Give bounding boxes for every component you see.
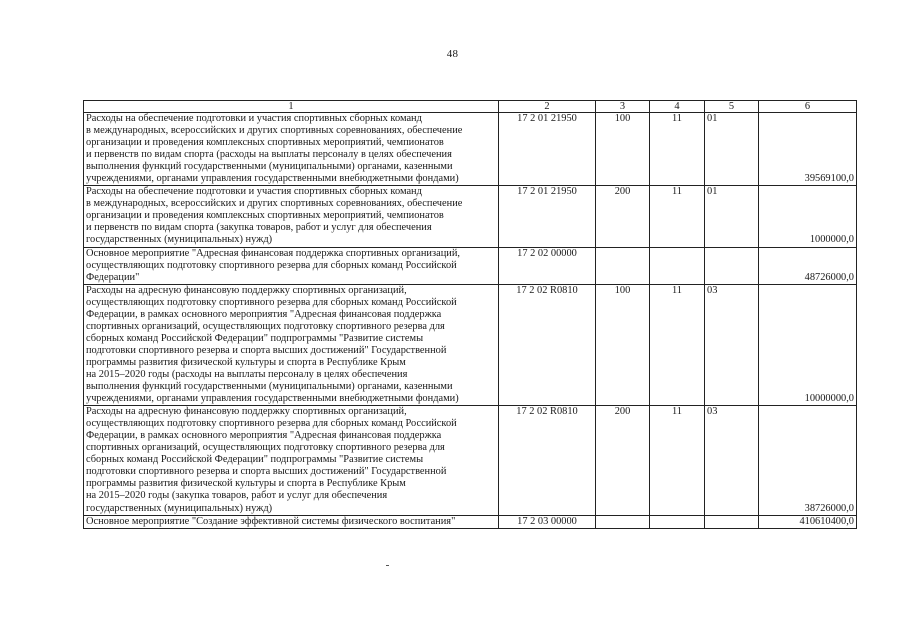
description-line: сборных команд Российской Федерации" подпрограммы "Развитие системы: [86, 454, 424, 466]
table-row: [84, 515, 857, 528]
row-target-code: 17 2 01 21950: [499, 186, 596, 247]
column-header: 1: [84, 101, 499, 113]
description-line: Основное мероприятие "Адресная финансовая поддержка спортивных организаций,: [86, 247, 460, 259]
row-section: 11: [650, 186, 705, 247]
description-line: Федерации, в рамках основного мероприятия "Адресная финансовая поддержка: [86, 308, 442, 320]
row-subsection: [705, 247, 759, 284]
row-amount: 1000000,0: [759, 186, 857, 247]
row-subsection: 01: [705, 186, 759, 247]
description-line: в международных, всероссийских и других спортивных соревнованиях, обеспечение: [86, 125, 463, 137]
table-row: [84, 186, 857, 247]
row-expense-type: 100: [596, 113, 650, 186]
row-amount: 410610400,0: [759, 515, 857, 528]
description-line: подготовки спортивного резерва и спорта высших достижений" Государственной: [86, 466, 447, 478]
row-description: [84, 247, 499, 284]
description-line: подготовки спортивного резерва и спорта высших достижений" Государственной: [86, 344, 447, 356]
table-row: [84, 406, 857, 515]
description-line: выполнения функций государственными (муниципальными) органами, казенными: [86, 381, 453, 393]
column-header: 2: [499, 101, 596, 113]
row-section: 11: [650, 406, 705, 515]
description-line: осуществляющих подготовку спортивного резерва для сборных команд Российской: [86, 418, 457, 430]
row-target-code: 17 2 01 21950: [499, 113, 596, 186]
bottom-dot-mark: [386, 565, 389, 566]
description-line: и первенств по видам спорта (закупка товаров, работ и услуг для обеспечения: [86, 222, 432, 234]
column-header: 4: [650, 101, 705, 113]
description-line: организации и проведения комплексных спортивных мероприятий, чемпионатов: [86, 210, 444, 222]
description-line: осуществляющих подготовку спортивного резерва для сборных команд Российской: [86, 259, 457, 271]
row-description: [84, 186, 499, 247]
row-description: [84, 406, 499, 515]
table-row: [84, 247, 857, 284]
row-target-code: 17 2 02 R0810: [499, 284, 596, 405]
row-amount: 38726000,0: [759, 406, 857, 515]
row-section: [650, 515, 705, 528]
description-line: государственных (муниципальных) нужд): [86, 234, 273, 246]
description-line: Расходы на обеспечение подготовки и участия спортивных сборных команд: [86, 113, 422, 124]
description-line: организации и проведения комплексных спортивных мероприятий, чемпионатов: [86, 137, 444, 149]
description-line: выполнения функций государственными (муниципальными) органами, казенными: [86, 161, 453, 173]
row-subsection: [705, 515, 759, 528]
description-line: Расходы на адресную финансовую поддержку спортивных организаций,: [86, 406, 407, 418]
row-expense-type: 200: [596, 406, 650, 515]
row-subsection: 01: [705, 113, 759, 186]
row-expense-type: 100: [596, 284, 650, 405]
description-line: Основное мероприятие "Создание эффективной системы физического воспитания": [86, 515, 456, 527]
row-section: 11: [650, 113, 705, 186]
row-expense-type: [596, 247, 650, 284]
column-header: 3: [596, 101, 650, 113]
row-target-code: 17 2 03 00000: [499, 515, 596, 528]
row-amount: 48726000,0: [759, 247, 857, 284]
description-line: осуществляющих подготовку спортивного резерва для сборных команд Российской: [86, 296, 457, 308]
description-line: на 2015–2020 годы (расходы на выплаты персоналу в целях обеспечения: [86, 368, 408, 380]
description-line: спортивных организаций, осуществляющих подготовку спортивного резерва для: [86, 320, 445, 332]
description-line: в международных, всероссийских и других спортивных соревнованиях, обеспечение: [86, 198, 463, 210]
description-line: программы развития физической культуры и спорта в Республике Крым: [86, 478, 406, 490]
budget-table: [83, 100, 857, 529]
row-subsection: 03: [705, 406, 759, 515]
row-section: 11: [650, 284, 705, 405]
row-description: [84, 113, 499, 186]
description-line: на 2015–2020 годы (закупка товаров, работ и услуг для обеспечения: [86, 490, 388, 502]
description-line: сборных команд Российской Федерации" подпрограммы "Развитие системы: [86, 332, 424, 344]
row-target-code: 17 2 02 R0810: [499, 406, 596, 515]
description-line: Федерации": [86, 271, 140, 283]
description-line: Расходы на обеспечение подготовки и участия спортивных сборных команд: [86, 186, 422, 198]
row-subsection: 03: [705, 284, 759, 405]
table-row: [84, 284, 857, 405]
description-line: учреждениями, органами управления государственными внебюджетными фондами): [86, 393, 459, 405]
description-line: Федерации, в рамках основного мероприятия "Адресная финансовая поддержка: [86, 430, 442, 442]
row-description: [84, 284, 499, 405]
page-number: 48: [446, 48, 459, 60]
column-header: 6: [759, 101, 857, 113]
row-target-code: 17 2 02 00000: [499, 247, 596, 284]
row-expense-type: [596, 515, 650, 528]
description-line: спортивных организаций, осуществляющих подготовку спортивного резерва для: [86, 442, 445, 454]
description-line: Расходы на адресную финансовую поддержку спортивных организаций,: [86, 284, 407, 296]
column-header: 5: [705, 101, 759, 113]
description-line: учреждениями, органами управления государственными внебюджетными фондами): [86, 173, 459, 185]
description-line: и первенств по видам спорта (расходы на выплаты персоналу в целях обеспечения: [86, 149, 452, 161]
row-expense-type: 200: [596, 186, 650, 247]
table-header-row: [84, 101, 857, 113]
description-line: государственных (муниципальных) нужд): [86, 502, 273, 514]
table-row: [84, 113, 857, 186]
row-amount: 10000000,0: [759, 284, 857, 405]
description-line: программы развития физической культуры и спорта в Республике Крым: [86, 356, 406, 368]
row-section: [650, 247, 705, 284]
row-amount: 39569100,0: [759, 113, 857, 186]
row-description: [84, 515, 499, 528]
